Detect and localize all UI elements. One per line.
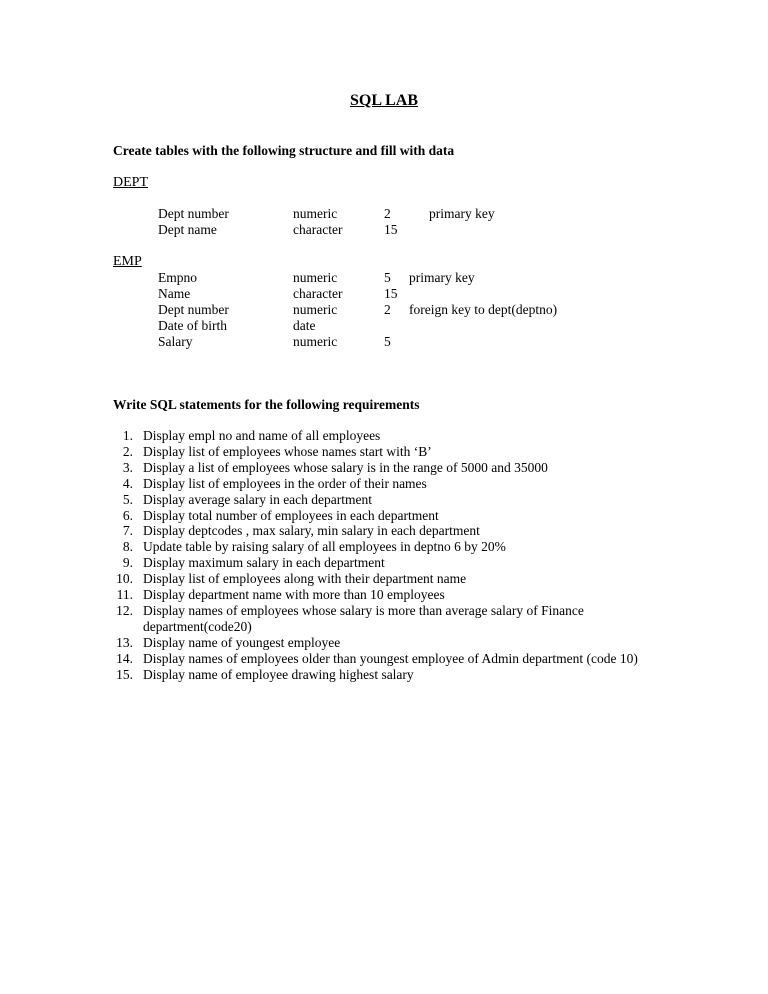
field-note: primary key bbox=[429, 206, 495, 221]
field-type: character bbox=[293, 222, 343, 237]
emp-field-row bbox=[0, 286, 768, 302]
list-item bbox=[0, 603, 768, 635]
field-name: Name bbox=[158, 286, 191, 301]
emp-field-row bbox=[0, 302, 768, 318]
item-text: Display name of youngest employee bbox=[143, 634, 341, 650]
item-text: Display average salary in each department bbox=[143, 491, 373, 507]
list-item bbox=[0, 444, 768, 460]
field-name: Date of birth bbox=[158, 318, 227, 333]
item-number: 6. bbox=[122, 507, 133, 523]
item-text: Display list of employees in the order of their names bbox=[143, 475, 427, 491]
item-text: Display list of employees whose names start with ‘B’ bbox=[143, 443, 432, 459]
requirements-list bbox=[0, 428, 768, 683]
item-number: 10. bbox=[116, 571, 133, 587]
item-text: Display list of employees along with their department name bbox=[143, 571, 467, 587]
emp-field-row bbox=[0, 334, 768, 350]
item-number: 14. bbox=[116, 650, 133, 666]
list-item bbox=[0, 667, 768, 683]
item-number: 4. bbox=[122, 475, 133, 491]
field-size: 5 bbox=[384, 334, 391, 349]
item-number: 7. bbox=[122, 523, 133, 539]
emp-table-name: EMP bbox=[113, 254, 142, 269]
item-number: 3. bbox=[122, 459, 133, 475]
item-text: Display name of employee drawing highest salary bbox=[143, 666, 414, 682]
item-number: 1. bbox=[122, 428, 133, 443]
field-type: numeric bbox=[293, 334, 338, 349]
field-type: numeric bbox=[293, 206, 338, 221]
emp-field-row bbox=[0, 270, 768, 286]
field-size: 15 bbox=[384, 222, 398, 237]
field-size: 15 bbox=[384, 286, 398, 301]
item-text: Display department name with more than 10 employees bbox=[143, 587, 445, 603]
field-size: 2 bbox=[384, 302, 391, 317]
field-size: 2 bbox=[384, 206, 391, 221]
field-note: primary key bbox=[409, 270, 475, 285]
item-number: 11. bbox=[116, 587, 133, 603]
field-name: Salary bbox=[158, 334, 193, 349]
item-text: Display names of employees whose salary is more than average salary of Finance department(code20) bbox=[143, 602, 584, 634]
item-text: Display maximum salary in each department bbox=[143, 555, 385, 571]
field-type: date bbox=[293, 318, 316, 333]
requirements-heading: Write SQL statements for the following requirements bbox=[113, 397, 420, 412]
list-item bbox=[0, 571, 768, 587]
item-number: 5. bbox=[122, 491, 133, 507]
list-item bbox=[0, 635, 768, 651]
item-text: Display names of employees older than youngest employee of Admin department (code 10) bbox=[143, 650, 638, 666]
list-item bbox=[0, 555, 768, 571]
item-number: 12. bbox=[116, 602, 133, 618]
list-item bbox=[0, 539, 768, 555]
list-item bbox=[0, 651, 768, 667]
list-item bbox=[0, 492, 768, 508]
intro-heading: Create tables with the following structure and fill with data bbox=[113, 143, 455, 158]
item-text: Update table by raising salary of all employees in deptno 6 by 20% bbox=[143, 539, 506, 555]
dept-table-name: DEPT bbox=[113, 175, 148, 190]
item-text: Display empl no and name of all employees bbox=[143, 428, 381, 443]
item-number: 2. bbox=[122, 443, 133, 459]
field-note: foreign key to dept(deptno) bbox=[409, 302, 558, 317]
field-type: numeric bbox=[293, 270, 338, 285]
item-text: Display deptcodes , max salary, min salary in each department bbox=[143, 523, 480, 539]
field-name: Dept name bbox=[158, 222, 217, 237]
field-name: Empno bbox=[158, 270, 197, 285]
item-number: 9. bbox=[122, 555, 133, 571]
dept-field-row bbox=[0, 222, 768, 238]
list-item bbox=[0, 460, 768, 476]
page-title: SQL LAB bbox=[349, 92, 419, 109]
field-size: 5 bbox=[384, 270, 391, 285]
list-item bbox=[0, 587, 768, 603]
list-item bbox=[0, 476, 768, 492]
field-name: Dept number bbox=[158, 302, 229, 317]
list-item bbox=[0, 508, 768, 524]
field-type: numeric bbox=[293, 302, 338, 317]
item-number: 8. bbox=[122, 539, 133, 555]
list-item bbox=[0, 523, 768, 539]
item-number: 15. bbox=[116, 666, 133, 682]
item-text: Display a list of employees whose salary is in the range of 5000 and 35000 bbox=[143, 459, 548, 475]
list-item bbox=[0, 428, 768, 444]
field-name: Dept number bbox=[158, 206, 229, 221]
field-type: character bbox=[293, 286, 343, 301]
item-number: 13. bbox=[116, 634, 133, 650]
dept-field-row bbox=[0, 206, 768, 222]
item-text: Display total number of employees in each department bbox=[143, 507, 439, 523]
emp-field-row bbox=[0, 318, 768, 334]
